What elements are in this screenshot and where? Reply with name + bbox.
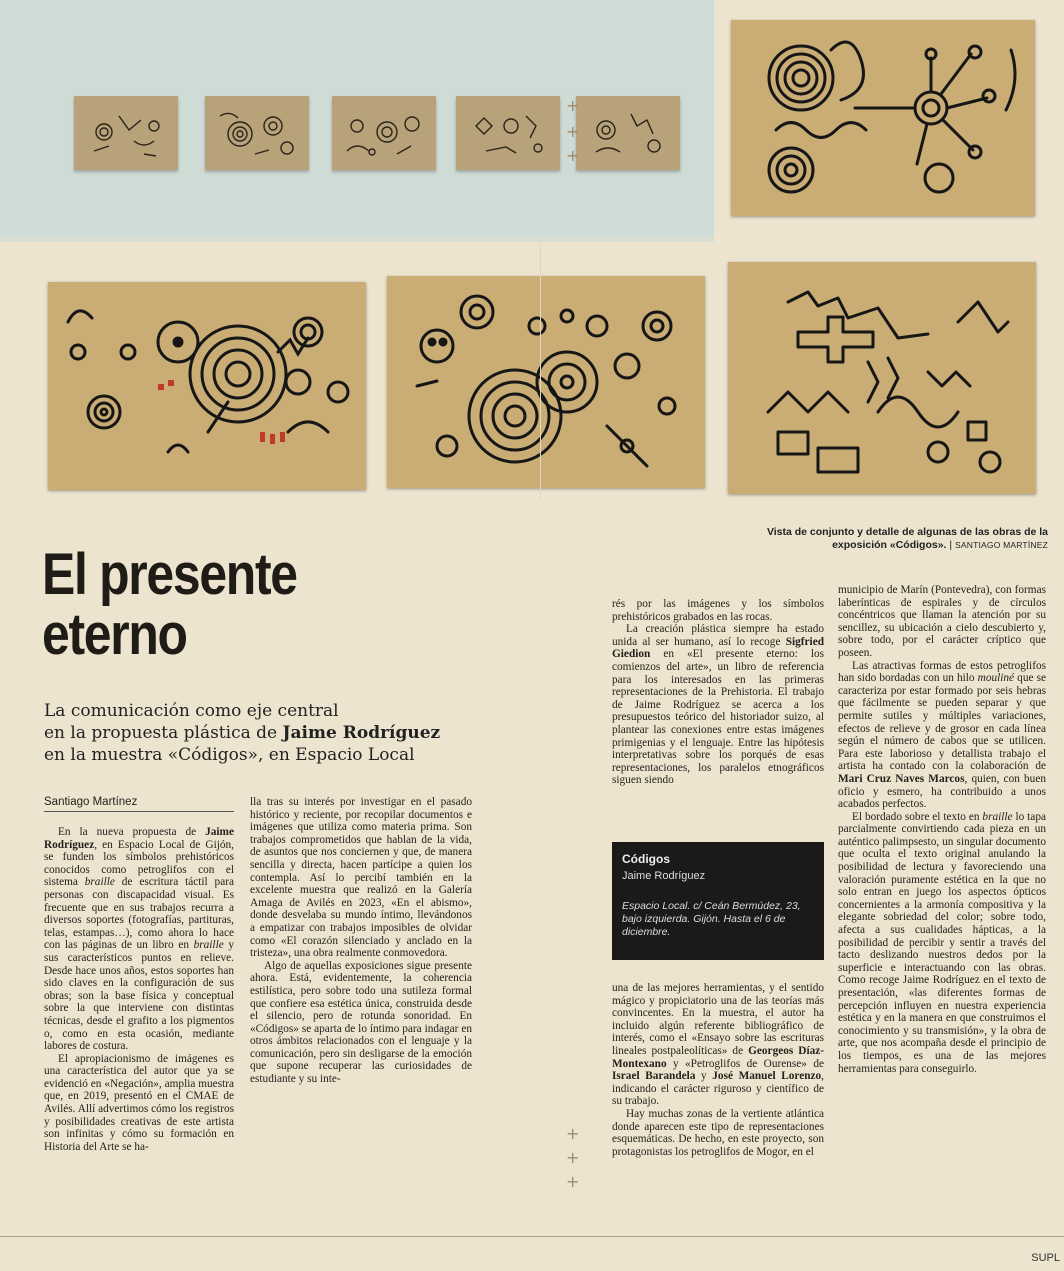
- paragraph: lla tras su interés por investigar en el pasado histórico y reciente, por recopilar documentos e imágenes que utiliza como materia prima. Son trabajos comprometidos que hablan de la vida, de asuntos que nos conciernen y que, de manera sencilla y directa, hacen partícipe a quien los contempla. Así lo percibí también en la excelente muestra que realizó en la Galería Amaga de Avilés en 2023, «En el abismo», donde desvelaba su mundo íntimo, llevándonos a empatizar con trabajos imposibles de olvidar como «El corazón silenciado y anclado en la tristeza», una obra realmente conmovedora.: [250, 796, 472, 960]
- wall-floor-edge: [0, 236, 714, 242]
- exhibition-artist: Jaime Rodríguez: [622, 870, 706, 882]
- registration-mark-icon: +: [566, 146, 580, 165]
- page-fold-line: [0, 1236, 1064, 1237]
- registration-mark-icon: +: [566, 96, 580, 115]
- artwork-labyrinth: [387, 276, 705, 488]
- registration-mark-icon: +: [566, 1148, 580, 1167]
- paragraph: una de las mejores herramientas, y el sentido mágico y propiciatorio una de las teorías más convincentes. En la muestra, el autor ha incluido algún referente bibliográfico de interés, como el «Ensayo sobre las escrituras lineales postpaleolíticas» de Georgeos Díaz-Montexano y «Petroglifos de Ourense» de Israel Barandela y José Manuel Lorenzo, indicando el carácter riguroso y científico de su trabajo.: [612, 982, 825, 1108]
- artist-name: Jaime Rodríguez: [282, 723, 441, 743]
- paragraph: municipio de Marín (Pontevedra), con formas laberínticas de espirales y de círculos concéntricos que llaman la atención por su sencillez, su ubicación a cielo descubierto y, sobre todo, por el carácter críptico que poseen.: [838, 584, 1046, 659]
- paragraph: En la nueva propuesta de Jaime Rodríguez, en Espacio Local de Gijón, se funden los símbolos prehistóricos conocidos como petroglifos con el sistema braille de escritura táctil para personas con discapacidad visual. Es frecuente que en sus trabajos recurra a diversos soportes (fotografías, partituras, telas, estampas…), como ahora lo hace con las páginas de un libro en braille y sus característicos puntos en relieve. Desde hace unos años, estos soportes han sido claves en la configuración de sus obras; son la base física y conceptual sobre la que interviene con distintas técnicas, desde el grafito a los pigmentos o, como en esta ocasión, mediante labores de costura.: [44, 826, 234, 1053]
- author-byline: Santiago Martínez: [44, 796, 234, 812]
- artwork-thumbnail: [332, 96, 436, 170]
- paragraph: Las atractivas formas de estos petroglifos han sido bordadas con un hilo mouliné que se caracteriza por estar formado por seis hebras que fácilmente se pueden separar y que permite sutiles y múltiples variaciones, efectos de relieve y de grosor en cada línea según el número de cabos que se utilicen. Para este laborioso y detallista trabajo el artista ha contado con la colaboración de Mari Cruz Naves Marcos, quien, con buen oficio y esmero, ha contribuido a unos acabados perfectos.: [838, 659, 1046, 811]
- paragraph: Algo de aquellas exposiciones sigue presente ahora. Está, evidentemente, la coherencia estilística, pero sobre todo una sutileza formal que confiere esa estética única, construida desde el silencio, pero de rotunda sonoridad. En «Códigos» se aparta de lo íntimo para indagar en otros ámbitos relacionados con el lenguaje y la comunicación, pero sin desligarse de la emoción que supone recuperar las curiosidades de estudiante y su inte-: [250, 959, 472, 1086]
- paragraph: El bordado sobre el texto en braille lo tapa parcialmente convirtiendo cada pieza en un auténtico palimpsesto, un singular documento que oculta el texto original anulando la posibilidad de lectura y favoreciendo una valoración puramente estética en la que no solo entran en juego los aspectos ópticos concernientes a la armonía compositiva y la elegante sobriedad del color; sobre todo, afecta a sus cualidades hápticas, a la posibilidad de percibir y sentir a través del tacto deslizando nuestros dedos por la superficie e interactuando con las obras. Como recoge Jaime Rodríguez en el texto de presentación, «las diferentes formas de percepción influyen en nuestra experiencia estética y en la manera en que construimos el conocimiento y su transmisión», y la obra de arte, que nos acompaña desde el principio de los tiempos, es una de las mejores herramientas para conseguirlo.: [838, 810, 1046, 1075]
- artwork-thumbnail: [74, 96, 178, 170]
- article-column-4: [838, 584, 1046, 1075]
- article-column-2: [250, 796, 472, 1086]
- footer-section-label: SUPL: [1031, 1252, 1060, 1264]
- subhead-line: [44, 722, 584, 744]
- photo-credit: SANTIAGO MARTÍNEZ: [955, 540, 1048, 550]
- exhibition-title: Códigos: [622, 852, 670, 866]
- subhead-line: en la muestra «Códigos», en Espacio Local: [44, 745, 415, 765]
- subheadline: [44, 700, 584, 766]
- headline-line: El presente: [42, 542, 297, 607]
- exhibition-details: Espacio Local. c/ Ceán Bermúdez, 23, bajo izquierda. Gijón. Hasta el 6 de diciembre.: [622, 900, 801, 938]
- artwork-detail-spirals: [731, 20, 1035, 216]
- paragraph: rés por las imágenes y los símbolos prehistóricos grabados en las rocas.: [612, 598, 824, 623]
- registration-mark-icon: +: [566, 1124, 580, 1143]
- paragraph: La creación plástica siempre ha estado unida al ser humano, así lo recoge Sigfried Giedion en «El presente eterno: los comienzos del arte», un libro de referencia para los interesados en las primeras representaciones de la Prehistoria. El trabajo de Jaime Rodríguez se acerca a los presupuestos teórico del historiador suizo, al plantear las conexiones entre estas imágenes primigenias y el lenguaje. Entre las hipótesis interpretativas sobre los porqués de esas representaciones, los paralelos etnográficos siguen siendo: [612, 623, 824, 787]
- paragraph: El apropiacionismo de imágenes es una característica del autor que ya se evidenció en «Negación», amplia muestra que, en 2019, presentó en el CMAE de Avilés. Allí advertimos cómo los registros y posibilidades creativas de este artista son infinitas y cómo su formación en Historia del Arte se ha-: [44, 1052, 234, 1153]
- column-rule: [540, 240, 541, 500]
- paragraph: Hay muchas zonas de la vertiente atlántica donde aparecen este tipo de representaciones esquemáticas. De hecho, en este proyecto, son protagonistas los petroglifos de Mogor, en el: [612, 1107, 824, 1158]
- registration-mark-icon: +: [566, 122, 580, 141]
- article-column-1: [44, 826, 234, 1153]
- caption-separator: |: [946, 539, 956, 551]
- exhibition-info-box: [612, 842, 824, 960]
- page-title: [42, 542, 506, 667]
- artwork-thumbnail: [205, 96, 309, 170]
- artwork-concentric-circles: [48, 282, 366, 490]
- artwork-thumbnail: [456, 96, 560, 170]
- artwork-thumbnail: [576, 96, 680, 170]
- registration-mark-icon: +: [566, 1172, 580, 1191]
- caption-text: Vista de conjunto y detalle de algunas de las obras de la exposición «Códigos».: [766, 526, 1048, 551]
- headline-line: eterno: [42, 602, 187, 667]
- artwork-embroidered-symbols: [728, 262, 1036, 494]
- photo-caption: [736, 526, 1048, 552]
- subhead-line: La comunicación como eje central: [44, 701, 339, 721]
- article-column-3-bottom: [612, 982, 824, 1158]
- article-column-3-top: [612, 598, 824, 787]
- subhead-text: en la propuesta plástica de: [44, 723, 283, 743]
